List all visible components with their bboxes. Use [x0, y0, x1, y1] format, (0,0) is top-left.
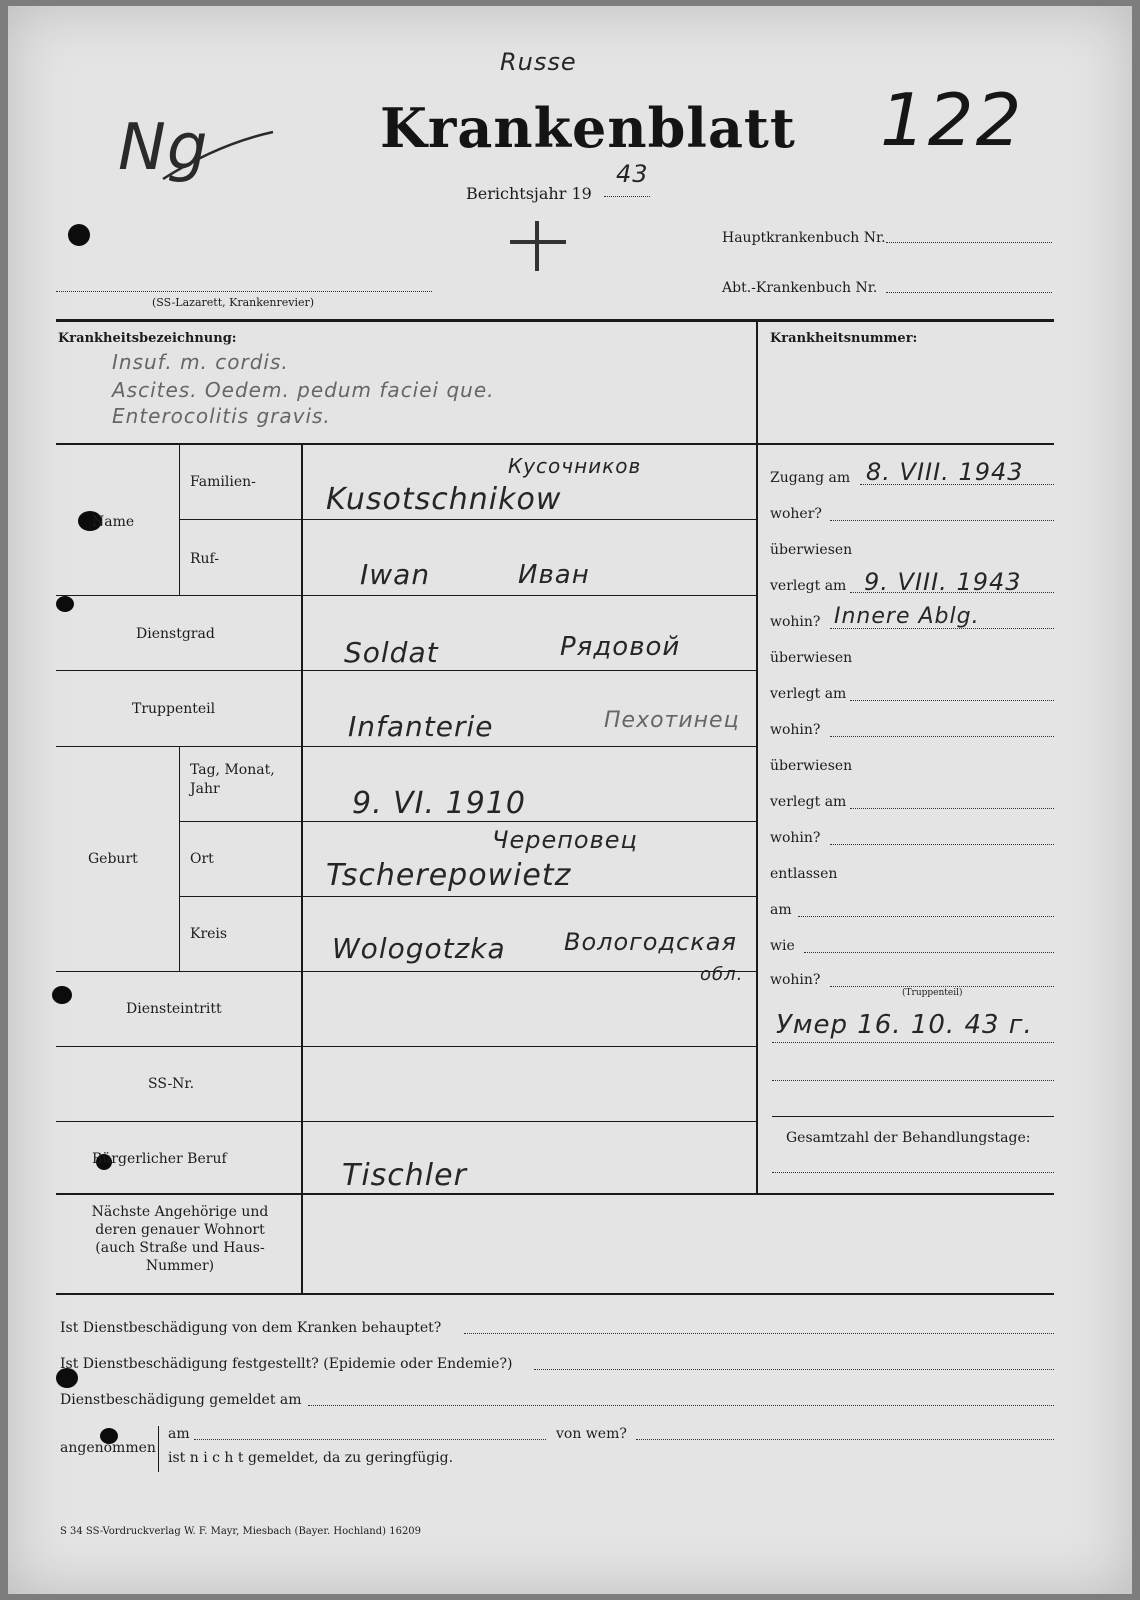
- angenommen-label: angenommen: [60, 1440, 156, 1456]
- angehoerige-label: (auch Straße und Haus-: [95, 1240, 265, 1256]
- initials-stroke: [158, 124, 278, 184]
- hauptkrankenbuch-label: Hauptkrankenbuch Nr.: [722, 230, 886, 246]
- dots: [464, 1333, 1054, 1334]
- truppenteil-value: Infanterie: [348, 710, 494, 743]
- rule-h: [56, 1046, 757, 1047]
- ort-cyrillic: Череповец: [492, 826, 638, 854]
- death-note: Умер 16. 10. 43 г.: [776, 1010, 1033, 1040]
- verlegt-am-label: verlegt am: [770, 686, 847, 702]
- dots: [772, 1172, 1054, 1173]
- initials: Ng: [118, 111, 209, 185]
- dots: [772, 1042, 1054, 1043]
- abt-krankenbuch-label: Abt.-Krankenbuch Nr.: [722, 280, 878, 296]
- am-label-footer: am: [168, 1426, 190, 1442]
- von-wem-label: von wem?: [556, 1426, 627, 1442]
- birth-date-value: 9. VI. 1910: [352, 786, 526, 821]
- diagnosis-line: Enterocolitis gravis.: [112, 404, 331, 428]
- nicht-gemeldet-label: ist n i c h t gemeldet, da zu geringfügig.: [168, 1450, 454, 1466]
- truppenteil-small-label: (Truppenteil): [902, 988, 963, 998]
- ort-value: Tscherepowietz: [326, 858, 572, 893]
- rule-right: [772, 1116, 1054, 1117]
- dots: [830, 986, 1054, 987]
- beruf-label: Bürgerlicher Beruf: [92, 1151, 227, 1167]
- rule-h: [56, 1121, 757, 1122]
- beruf-value: Tischler: [342, 1158, 467, 1193]
- rule-h: [179, 896, 757, 897]
- krankheitsnummer-label: Krankheitsnummer:: [770, 331, 918, 346]
- rule-h: [56, 595, 757, 596]
- rule-h: [179, 821, 757, 822]
- diagnosis-line: Insuf. m. cordis.: [112, 350, 289, 374]
- vline-right-column: [756, 321, 758, 1193]
- dienstgrad-cyrillic: Рядовой: [560, 632, 681, 662]
- dienstgrad-value: Soldat: [344, 636, 439, 669]
- rule-h-thick: [56, 1193, 1054, 1195]
- rule-h: [56, 971, 757, 972]
- diensteintritt-label: Diensteintritt: [126, 1001, 222, 1017]
- ruf-name-label: Ruf-: [190, 551, 219, 567]
- date-label-2: Jahr: [190, 781, 220, 797]
- lazarett-label: (SS-Lazarett, Krankenrevier): [152, 296, 315, 309]
- question-gemeldet: Dienstbeschädigung gemeldet am: [60, 1392, 302, 1408]
- woher-label: woher?: [770, 506, 822, 522]
- dots: [804, 952, 1054, 953]
- angehoerige-label: Nächste Angehörige und: [91, 1204, 269, 1220]
- kreis-value: Wologotzka: [332, 932, 506, 965]
- record-number: 122: [880, 78, 1024, 162]
- angehoerige-label: deren genauer Wohnort: [95, 1222, 265, 1238]
- geburt-label: Geburt: [88, 851, 138, 867]
- rule-h-thick: [56, 1293, 1054, 1295]
- verlegt-am-label: verlegt am: [770, 794, 847, 810]
- dots: [850, 700, 1054, 701]
- diagnosis-label: Krankheitsbezeichnung:: [58, 331, 237, 346]
- berichtsjahr-dots: [604, 196, 650, 197]
- dots: [830, 844, 1054, 845]
- name-group-label: Name: [92, 514, 135, 530]
- verlegt-value: 9. VIII. 1943: [864, 568, 1022, 596]
- wohin-label: wohin?: [770, 972, 821, 988]
- vline-group-column: [179, 445, 180, 595]
- wohin-label: wohin?: [770, 614, 821, 630]
- entlassen-label: entlassen: [770, 866, 838, 882]
- vline-group-column: [179, 746, 180, 971]
- rule-h: [56, 746, 757, 747]
- question-festgestellt: Ist Dienstbeschädigung festgestellt? (Epidemie oder Endemie?): [60, 1356, 513, 1372]
- cross-icon: [535, 221, 539, 271]
- dots: [830, 736, 1054, 737]
- ort-label: Ort: [190, 851, 214, 867]
- question-behauptet: Ist Dienstbeschädigung von dem Kranken behauptet?: [60, 1320, 442, 1336]
- ruf-name-cyrillic: Иван: [518, 560, 590, 590]
- truppenteil-label: Truppenteil: [132, 701, 216, 717]
- truppenteil-cyrillic: Пехотинец: [604, 708, 740, 733]
- ruf-name-value: Iwan: [360, 558, 431, 591]
- dienstgrad-label: Dienstgrad: [136, 626, 215, 642]
- imprint: S 34 SS-Vordruckverlag W. F. Mayr, Miesbach (Bayer. Hochland) 16209: [60, 1526, 422, 1537]
- dots: [830, 520, 1054, 521]
- russe-note: Russe: [500, 48, 577, 76]
- vline-label-column: [301, 445, 303, 1293]
- punch-hole: [52, 986, 72, 1004]
- rule-h: [56, 670, 757, 671]
- dots: [636, 1439, 1054, 1440]
- punch-hole: [68, 224, 90, 246]
- record-sheet: [8, 6, 1132, 1594]
- rule-top-thick: [56, 319, 1054, 322]
- ss-nr-label: SS-Nr.: [148, 1076, 195, 1092]
- date-label-1: Tag, Monat,: [190, 762, 275, 778]
- lazarett-dots: [56, 291, 432, 292]
- berichtsjahr-value: 43: [616, 160, 649, 188]
- ueberwiesen-label: überwiesen: [770, 758, 853, 774]
- zugang-label: Zugang am: [770, 470, 851, 486]
- kreis-label: Kreis: [190, 926, 228, 942]
- dots: [772, 1080, 1054, 1081]
- verlegt-am-label: verlegt am: [770, 578, 847, 594]
- wie-label: wie: [770, 938, 795, 954]
- rule-h: [179, 519, 757, 520]
- family-name-value: Kusotschnikow: [326, 482, 562, 517]
- gesamtzahl-label: Gesamtzahl der Behandlungstage:: [786, 1130, 1031, 1146]
- angehoerige-label: Nummer): [145, 1258, 215, 1274]
- wohin-label: wohin?: [770, 722, 821, 738]
- family-name-cyrillic: Кусочников: [508, 454, 642, 478]
- dots: [798, 916, 1054, 917]
- cross-icon: [510, 240, 566, 244]
- family-name-label: Familien-: [190, 474, 256, 490]
- ueberwiesen-label: überwiesen: [770, 542, 853, 558]
- wohin-value: Innere Ablg.: [834, 604, 980, 629]
- wohin-label: wohin?: [770, 830, 821, 846]
- hauptkrankenbuch-dots: [886, 242, 1052, 243]
- dots: [850, 808, 1054, 809]
- dots: [194, 1439, 546, 1440]
- dots: [534, 1369, 1054, 1370]
- zugang-value: 8. VIII. 1943: [866, 458, 1024, 486]
- punch-hole: [56, 596, 74, 612]
- berichtsjahr-label: Berichtsjahr 19: [466, 184, 592, 203]
- ueberwiesen-label: überwiesen: [770, 650, 853, 666]
- page-title: Krankenblatt: [380, 96, 796, 160]
- abt-krankenbuch-dots: [886, 292, 1052, 293]
- dots: [308, 1405, 1054, 1406]
- angenommen-bracket: [158, 1426, 159, 1472]
- am-label: am: [770, 902, 792, 918]
- kreis-cyrillic: Вологодская: [564, 928, 737, 956]
- kreis-cyrillic-2: обл.: [700, 964, 744, 985]
- diagnosis-line: Ascites. Oedem. pedum faciei que.: [112, 378, 495, 402]
- rule-diagnosis-bottom: [56, 443, 1054, 445]
